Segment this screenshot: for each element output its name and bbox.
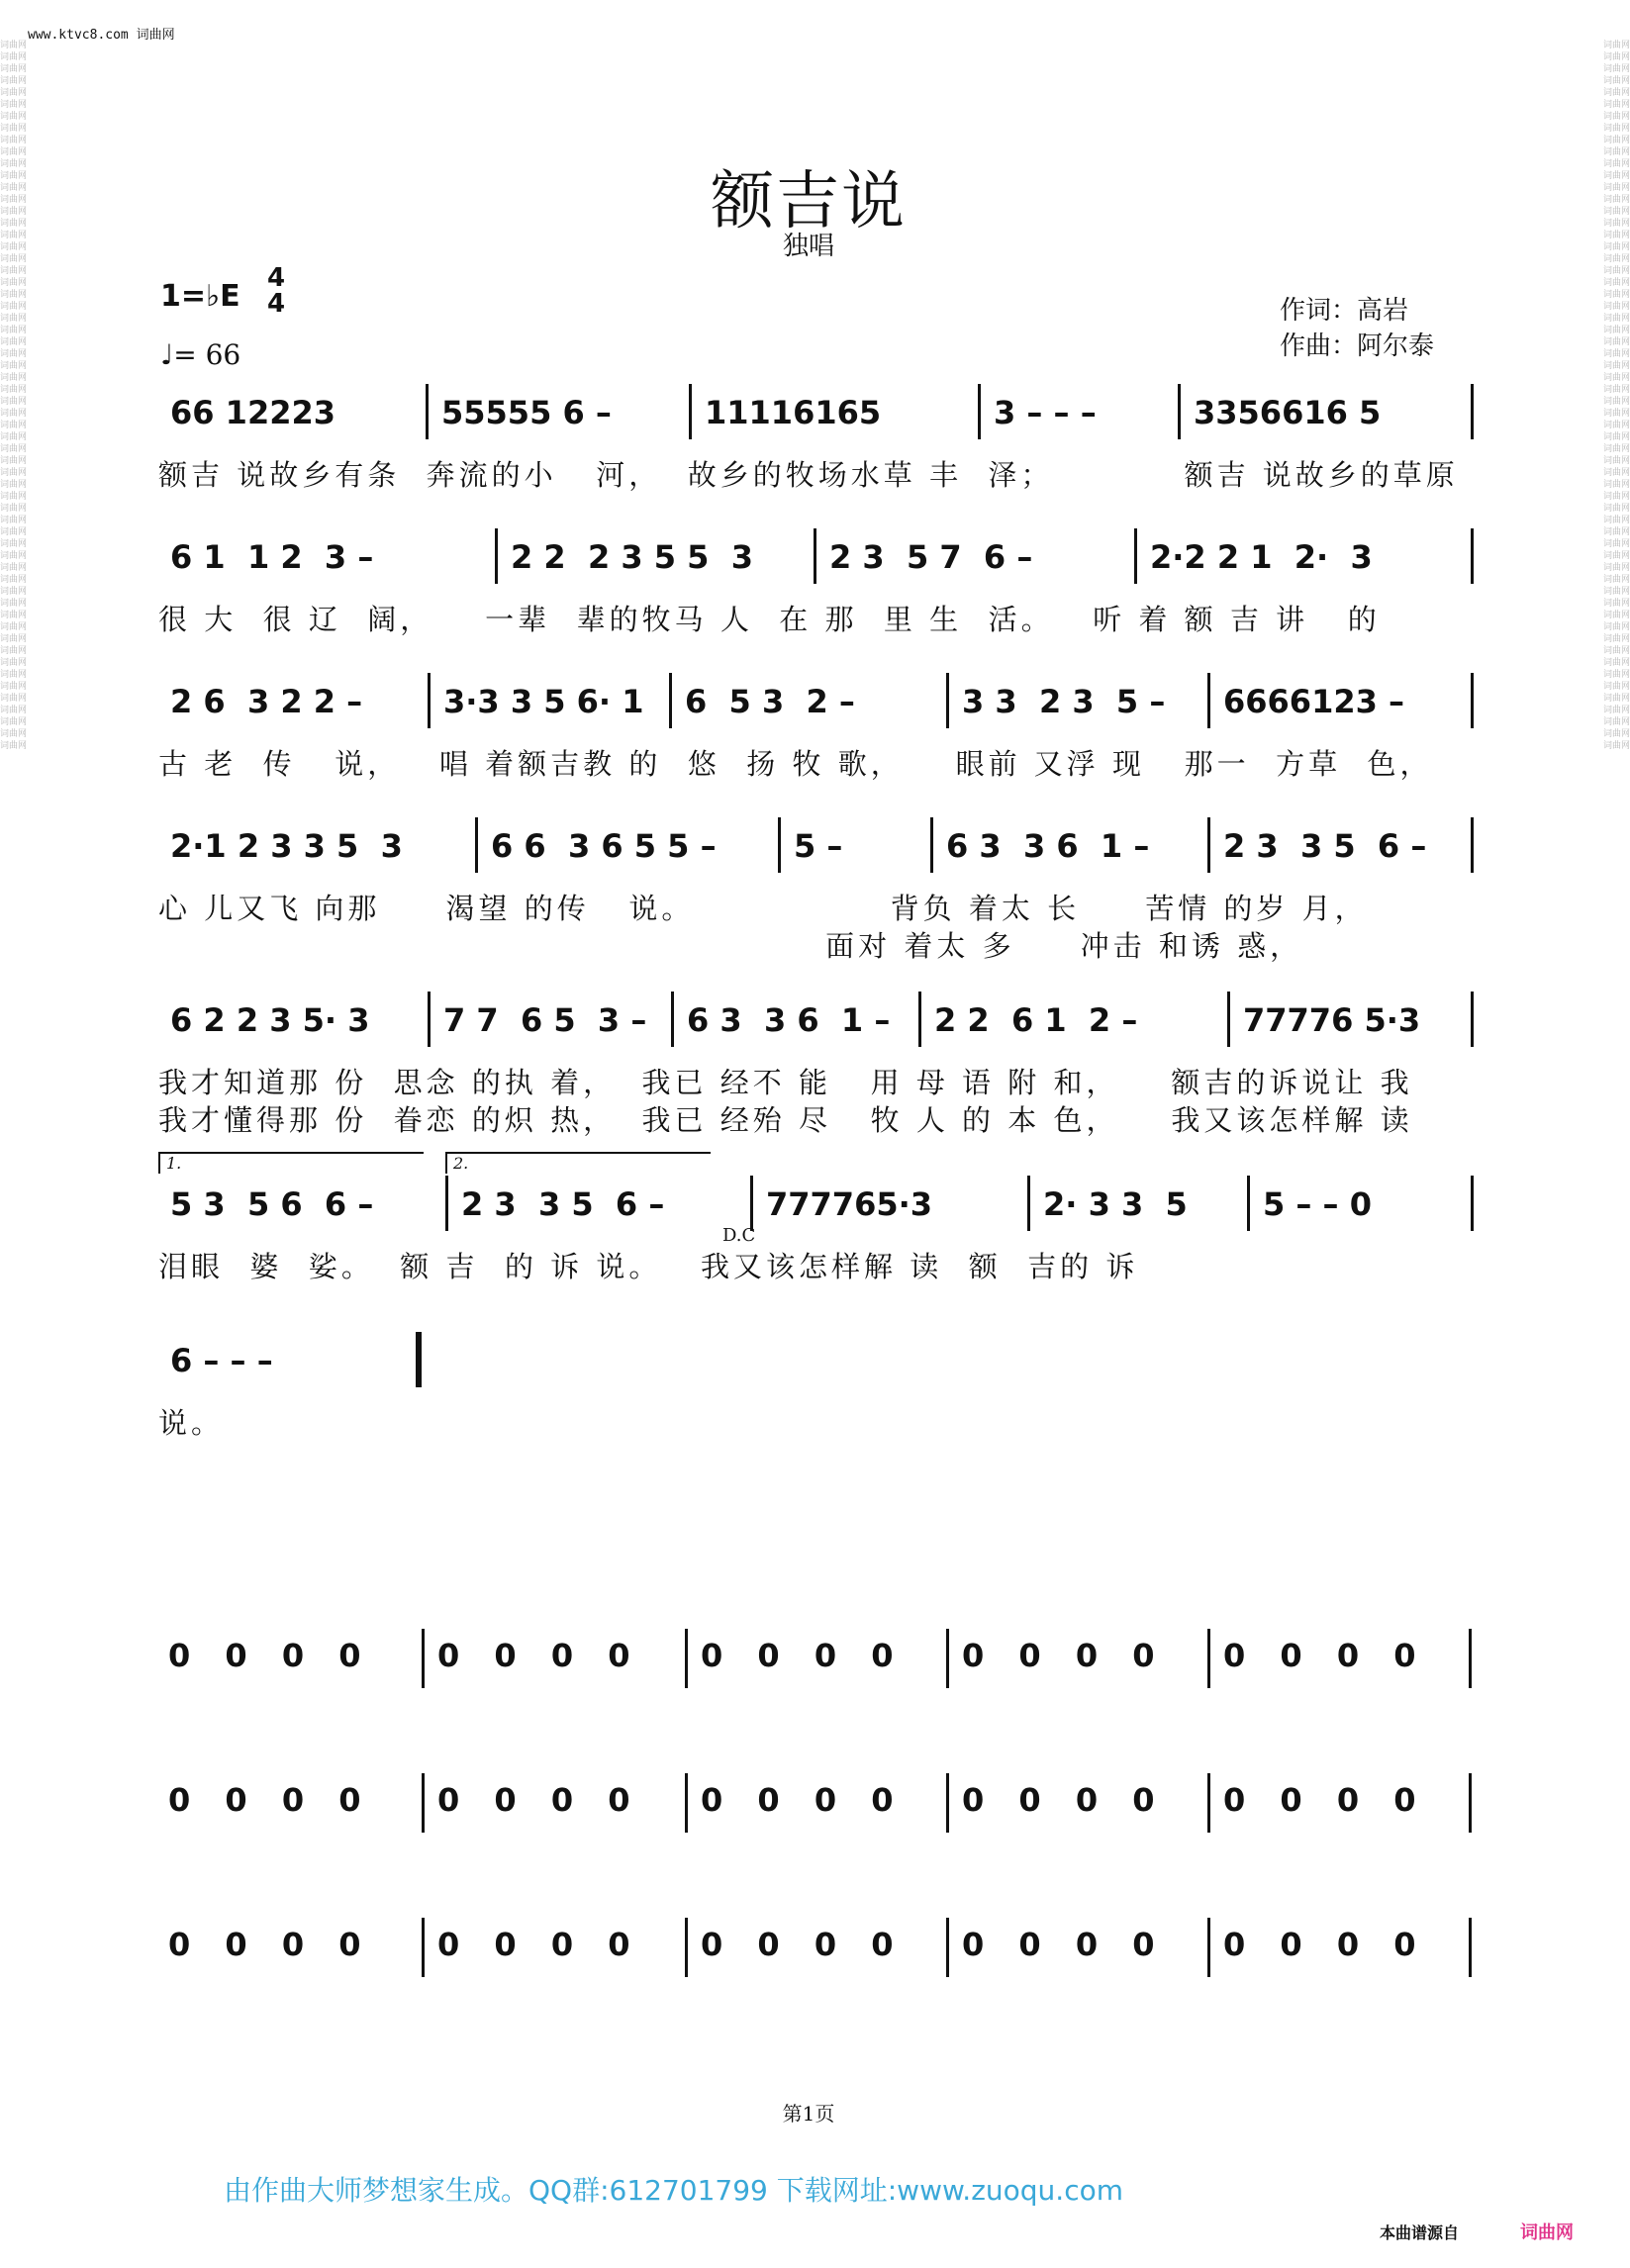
notes-line [158,673,1471,728]
notes-line [158,384,1471,439]
volta-bracket: 2. [445,1152,711,1174]
measure: 3 – – – [994,394,1097,431]
notes-line [158,1176,1471,1231]
barline [1027,1176,1030,1231]
blank-staff-row [168,1918,1471,1977]
lyric-line: 说。 [158,1406,225,1440]
barline [475,817,478,873]
barline [426,384,429,439]
blank-staff-row [168,1773,1471,1833]
barline [1471,817,1474,873]
barline [495,528,498,584]
blank-staff-row [168,1629,1471,1688]
measure: 66 12223 [170,394,336,431]
measure: 2· 3 3 5 [1043,1185,1188,1223]
barline [685,1629,688,1688]
barline [445,1176,448,1231]
blank-measure: 0 0 0 0 [962,1926,1155,1963]
barline [428,992,431,1047]
barline [1471,528,1474,584]
barline [1471,1176,1474,1231]
measure: 6 1 1 2 3 – [170,538,374,576]
barline [930,817,933,873]
measure: 6 5 3 2 – [685,683,855,720]
barline [1469,1918,1472,1977]
blank-measure: 0 0 0 0 [701,1926,894,1963]
barline [685,1918,688,1977]
time-signature [267,265,285,317]
barline [422,1629,425,1688]
barline [669,673,672,728]
measure: 2 3 3 5 6 – [1223,827,1427,865]
measure: 77776 5·3 [1243,1001,1421,1039]
score-system [158,992,1471,1137]
left-watermark-strip: 词曲网 词曲网 词曲网 词曲网 词曲网 词曲网 词曲网 词曲网 词曲网 词曲网 词曲网 词曲网 词曲网 词曲网 词曲网 词曲网 词曲网 词曲网 词曲网 词曲网 词曲网 词曲网 词曲网 词曲网 词曲网 词曲网 词曲网 词曲网 词曲网 词曲网 词曲网 词曲网 词曲网 词曲网 词曲网 词曲网 词曲网 词曲网 词曲网 词曲网 词曲网 词曲网 词曲网 词曲网 词曲网 词曲网 词曲网 词曲网 词曲网 词曲网 词曲网 词曲网 词曲网 词曲网 词曲网 词曲网 词曲网 词曲网 词曲网 词曲网 [0,41,28,751]
barline [946,673,949,728]
blank-measure: 0 0 0 0 [701,1781,894,1819]
final-barline [416,1332,422,1387]
generator-note: 由作曲大师梦想家生成。QQ群:612701799 下载网址:www.zuoqu.com [224,2174,1124,2207]
notes-line [158,992,1471,1047]
site-url: www.ktvc8.com 词曲网 [28,28,175,43]
da-capo-mark: D.C [722,1225,756,1246]
blank-measure: 0 0 0 0 [962,1781,1155,1819]
barline [428,673,431,728]
measure: 7 7 6 5 3 – [443,1001,647,1039]
measure: 11116165 [705,394,882,431]
blank-measure: 0 0 0 0 [437,1637,630,1674]
measure: 3 3 2 3 5 – [962,683,1166,720]
lyric-line: 面对 着太 多 冲击 和诱 惑， [158,929,1303,963]
barline [1207,1918,1210,1977]
blank-measure: 0 0 0 0 [437,1926,630,1963]
barline [778,817,781,873]
tempo-marking: ♩= 66 [160,338,241,371]
measure: 6 – – – [170,1342,273,1379]
barline [1207,1629,1210,1688]
barline [1469,1629,1472,1688]
measure: 2·2 2 1 2· 3 [1150,538,1373,576]
measure: 2 3 5 7 6 – [829,538,1033,576]
measure: 2·1 2 3 3 5 3 [170,827,403,865]
barline [689,384,692,439]
blank-measure: 0 0 0 0 [1223,1637,1416,1674]
score-system [158,1332,1471,1470]
score-system [158,673,1471,811]
notes-line [158,1332,1471,1387]
lyric-line: 额吉 说故乡有条 奔流的小 河， 故乡的牧场水草 丰 泽； 额吉 说故乡的草原 [158,458,1459,492]
blank-measure: 0 0 0 0 [962,1637,1155,1674]
measure: 777765·3 [766,1185,933,1223]
barline [1247,1176,1250,1231]
volta-bracket: 1. [158,1152,424,1174]
barline [946,1629,949,1688]
lyric-line: 古 老 传 说， 唱 着额吉教 的 悠 扬 牧 歌， 眼前 又浮 现 那一 方草 色， [158,747,1433,781]
barline [750,1176,753,1231]
lyric-line: 我才知道那 份 思念 的执 着， 我已 经不 能 用 母 语 附 和， 额吉的诉说让 我 [158,1066,1413,1099]
barline [1227,992,1230,1047]
barline [422,1773,425,1833]
measure: 5 – – 0 [1263,1185,1372,1223]
measure: 2 2 2 3 5 5 3 [511,538,753,576]
blank-measure: 0 0 0 0 [1223,1781,1416,1819]
barline [814,528,816,584]
barline [1134,528,1137,584]
measure: 5 3 5 6 6 – [170,1185,374,1223]
measure: 5 – [794,827,843,865]
blank-measure: 0 0 0 0 [701,1637,894,1674]
lyric-line: 心 儿又飞 向那 渴望 的传 说。 背负 着太 长 苦情 的岁 月， [158,892,1368,925]
measure: 6 3 3 6 1 – [687,1001,891,1039]
lyric-line: 我才懂得那 份 眷恋 的炽 热， 我已 经殆 尽 牧 人 的 本 色， 我又该怎样解 读 [158,1103,1413,1137]
blank-measure: 0 0 0 0 [1223,1926,1416,1963]
barline [1469,1773,1472,1833]
measure: 6666123 – [1223,683,1404,720]
notes-line [158,817,1471,873]
measure: 2 6 3 2 2 – [170,683,363,720]
time-sig-top: 4 [267,263,286,293]
song-subtitle: 独唱 [782,232,834,261]
barline [946,1773,949,1833]
brand-logo-text: 词曲网 [1520,2222,1574,2243]
barline [1178,384,1181,439]
lyricist: 作词：高岩 [1280,296,1409,326]
measure: 6 6 3 6 5 5 – [491,827,717,865]
measure: 55555 6 – [441,394,612,431]
measure: 6 2 2 3 5· 3 [170,1001,370,1039]
barline [1471,384,1474,439]
blank-measure: 0 0 0 0 [168,1926,361,1963]
measure: 2 3 3 5 6 – [461,1185,665,1223]
score-system [158,817,1471,963]
barline [946,1918,949,1977]
measure: 3356616 5 [1194,394,1382,431]
blank-measure: 0 0 0 0 [437,1781,630,1819]
blank-measure: 0 0 0 0 [168,1781,361,1819]
measure: 6 3 3 6 1 – [946,827,1150,865]
lyric-line: 很 大 很 辽 阔， 一辈 辈的牧马 人 在 那 里 生 活。 听 着 额 吉 讲 的 [158,603,1381,636]
credits [1280,293,1434,364]
source-note: 本曲谱源自 [1380,2223,1460,2242]
song-title: 额吉说 [711,165,907,238]
barline [422,1918,425,1977]
key-signature: 1=♭E [160,279,240,314]
barline [1471,992,1474,1047]
measure: 2 2 6 1 2 – [934,1001,1138,1039]
measure: 3·3 3 5 6· 1 [443,683,644,720]
composer: 作曲：阿尔泰 [1280,331,1435,361]
blank-measure: 0 0 0 0 [168,1637,361,1674]
barline [685,1773,688,1833]
time-sig-bottom: 4 [267,289,286,319]
barline [1207,817,1210,873]
notes-line [158,528,1471,584]
barline [1207,1773,1210,1833]
score-system [158,384,1471,522]
barline [978,384,981,439]
lyric-line: 泪眼 婆 娑。 额 吉 的 诉 说。 我又该怎样解 读 额 吉的 诉 [158,1250,1139,1283]
barline [1471,673,1474,728]
barline [1207,673,1210,728]
page-number: 第1页 [782,2102,835,2126]
right-watermark-strip: 词曲网 词曲网 词曲网 词曲网 词曲网 词曲网 词曲网 词曲网 词曲网 词曲网 词曲网 词曲网 词曲网 词曲网 词曲网 词曲网 词曲网 词曲网 词曲网 词曲网 词曲网 词曲网 词曲网 词曲网 词曲网 词曲网 词曲网 词曲网 词曲网 词曲网 词曲网 词曲网 词曲网 词曲网 词曲网 词曲网 词曲网 词曲网 词曲网 词曲网 词曲网 词曲网 词曲网 词曲网 词曲网 词曲网 词曲网 词曲网 词曲网 词曲网 词曲网 词曲网 词曲网 词曲网 词曲网 词曲网 词曲网 词曲网 词曲网 词曲网 [1603,41,1630,751]
score-system [158,528,1471,667]
barline [671,992,674,1047]
barline [918,992,921,1047]
score-system [158,1154,1471,1314]
